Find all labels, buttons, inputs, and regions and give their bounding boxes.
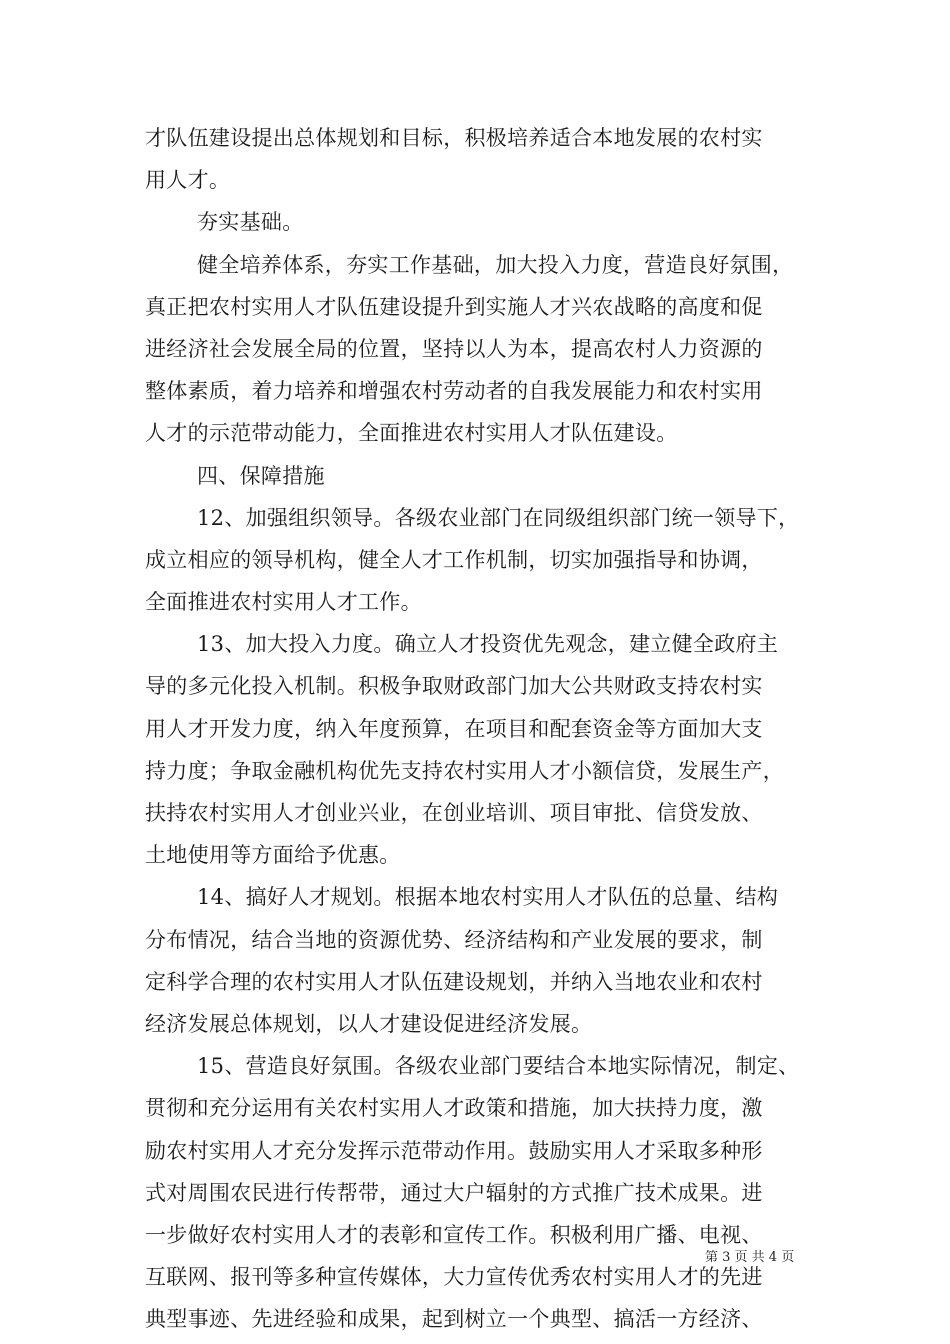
- text-line: 夯实基础。: [197, 210, 304, 235]
- text-line: 12、加强组织领导。各级农业部门在同级组织部门统一领导下，: [197, 505, 800, 530]
- text-line: 互联网、报刊等多种宣传媒体，大力宣传优秀农村实用人才的先进: [145, 1265, 763, 1290]
- text-line: 真正把农村实用人才队伍建设提升到实施人才兴农战略的高度和促: [145, 294, 763, 319]
- text-line: 成立相应的领导机构，健全人才工作机制，切实加强指导和协调，: [145, 547, 763, 572]
- page-number: 第 3 页 共 4 页: [705, 1250, 795, 1265]
- text-line: 13、加大投入力度。确立人才投资优先观念，建立健全政府主: [197, 632, 779, 657]
- text-line: 整体素质，着力培养和增强农村劳动者的自我发展能力和农村实用: [145, 379, 763, 404]
- text-line: 导的多元化投入机制。积极争取财政部门加大公共财政支持农村实: [145, 674, 763, 699]
- text-line: 分布情况，结合当地的资源优势、经济结构和产业发展的要求，制: [145, 927, 763, 952]
- text-line: 用人才开发力度，纳入年度预算，在项目和配套资金等方面加大支: [145, 716, 763, 741]
- text-line: 15、营造良好氛围。各级农业部门要结合本地实际情况，制定、: [197, 1054, 800, 1079]
- text-line: 人才的示范带动能力，全面推进农村实用人才队伍建设。: [145, 421, 678, 446]
- text-line: 全面推进农村实用人才工作。: [145, 590, 422, 615]
- text-line: 四、保障措施: [197, 463, 325, 488]
- text-line: 进经济社会发展全局的位置，坚持以人为本，提高农村人力资源的: [145, 336, 763, 361]
- text-line: 14、搞好人才规划。根据本地农村实用人才队伍的总量、结构: [197, 885, 779, 910]
- text-line: 持力度；争取金融机构优先支持农村实用人才小额信贷，发展生产，: [145, 758, 784, 783]
- text-line: 典型事迹、先进经验和成果，起到树立一个典型、搞活一方经济、: [145, 1307, 763, 1332]
- text-line: 经济发展总体规划，以人才建设促进经济发展。: [145, 1011, 593, 1036]
- text-line: 一步做好农村实用人才的表彰和宣传工作。积极利用广播、电视、: [145, 1222, 763, 1247]
- text-line: 用人才。: [145, 168, 231, 193]
- text-line: 才队伍建设提出总体规划和目标，积极培养适合本地发展的农村实: [145, 126, 763, 150]
- text-line: 式对周围农民进行传帮带，通过大户辐射的方式推广技术成果。进: [145, 1180, 763, 1205]
- text-line: 定科学合理的农村实用人才队伍建设规划，并纳入当地农业和农村: [145, 969, 763, 994]
- text-line: 扶持农村实用人才创业兴业，在创业培训、项目审批、信贷发放、: [145, 801, 763, 825]
- text-line: 励农村实用人才充分发挥示范带动作用。鼓励实用人才采取多种形: [145, 1138, 763, 1163]
- document-body: [145, 117, 810, 1340]
- text-line: 健全培养体系，夯实工作基础，加大投入力度，营造良好氛围，: [197, 252, 794, 277]
- text-line: 贯彻和充分运用有关农村实用人才政策和措施，加大扶持力度，激: [145, 1096, 763, 1121]
- text-line: 土地使用等方面给予优惠。: [145, 843, 401, 868]
